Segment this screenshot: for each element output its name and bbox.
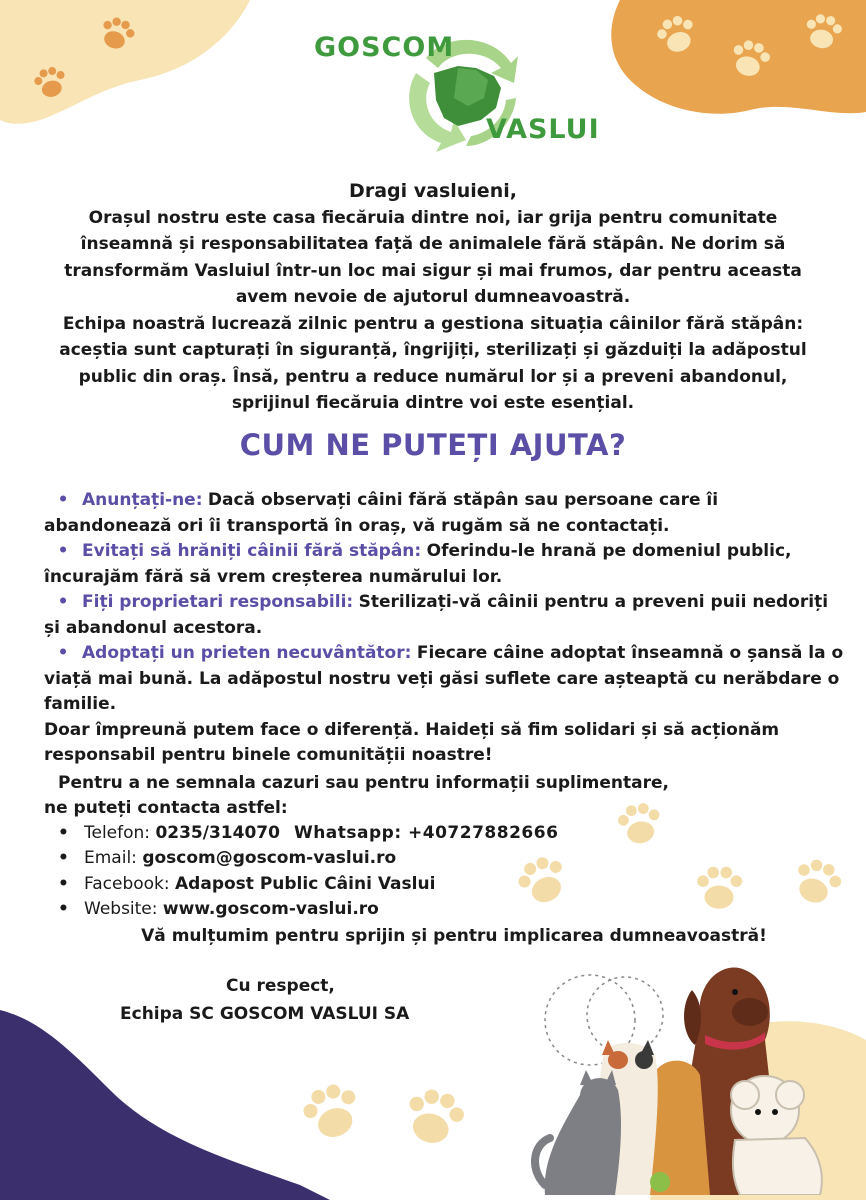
- phone-label: Telefon:: [84, 822, 151, 843]
- help-item: [44, 539, 844, 590]
- help-item-title: Adoptați un prieten necuvântător:: [82, 643, 412, 663]
- bullet-icon: •: [57, 541, 69, 561]
- contact-website: [44, 897, 844, 923]
- bullet-icon: •: [57, 490, 69, 510]
- pets-illustration: [520, 960, 860, 1195]
- contact-intro-line-1: Pentru a ne semnala cazuri sau pentru informații suplimentare,: [58, 772, 669, 793]
- intro-paragraph-1: Orașul nostru este casa fiecăruia dintre noi, iar grija pentru comunitate înseamnă și responsabilitatea față de animalele fără stăpân. Ne dorim să transformăm Vasluiul într-un loc mai sigur și mai frumos, dar pentru aceasta avem nevoie de ajutorul dumneavoastră.: [64, 207, 802, 307]
- contact-list: [44, 821, 844, 923]
- help-item: [44, 488, 844, 539]
- contact-intro: [44, 771, 844, 821]
- contact-phone: [44, 821, 844, 847]
- website-value[interactable]: www.goscom-vaslui.ro: [162, 899, 379, 919]
- help-item-text: Oferindu-le hrană pe domeniul public, încurajăm fără să vrem creșterea numărului lor.: [44, 541, 792, 587]
- facebook-label: Facebook:: [84, 873, 170, 894]
- help-section: [44, 488, 844, 949]
- paw-print-icon: [796, 4, 849, 57]
- help-item: [44, 590, 844, 641]
- intro-section: [40, 178, 826, 417]
- intro-paragraph-2: Echipa noastră lucrează zilnic pentru a gestiona situația câinilor fără stăpân: aceștia sunt capturați în siguranță, îngrijiți, sterilizați și găzduiți la adăpostul public din oraș. Însă, pentru a reduce numărul lor și a preveni abandonul, sprijinul fiecăruia dintre voi este esențial.: [59, 313, 807, 413]
- whatsapp-value[interactable]: Whatsapp: +40727882666: [293, 822, 559, 843]
- logo-text-top: GOSCOM: [314, 32, 455, 63]
- help-item-text: Fiecare câine adoptat înseamnă o șansă la o viață mai bună. La adăpostul nostru veți găsi suflete care așteaptă cu nerăbdare o familie.: [44, 643, 844, 714]
- contact-intro-line-2: ne puteți contacta astfel:: [44, 797, 288, 818]
- signoff-greeting: Cu respect,: [226, 976, 335, 996]
- help-item-title: Anunțați-ne:: [82, 490, 203, 510]
- thanks-line: Vă mulțumim pentru sprijin și pentru implicarea dumneavoastră!: [141, 925, 767, 946]
- help-item-text: Sterilizați-vă câinii pentru a preveni puii nedoriți și abandonul acestora.: [44, 592, 829, 638]
- bullet-icon: •: [57, 592, 69, 612]
- phone-value[interactable]: 0235/314070: [155, 822, 280, 843]
- facebook-value[interactable]: Adapost Public Câini Vaslui: [175, 873, 436, 894]
- greeting: Dragi vasluieni,: [349, 180, 517, 202]
- section-heading: CUM NE PUTEȚI AJUTA?: [239, 428, 627, 462]
- help-item-title: Fiți proprietari responsabili:: [82, 592, 354, 612]
- paw-print-icon: [390, 1072, 478, 1160]
- website-label: Website:: [84, 899, 158, 919]
- signoff-team: Echipa SC GOSCOM VASLUI SA: [120, 1004, 410, 1024]
- bullet-icon: •: [57, 643, 69, 663]
- logo-text-bottom: VASLUI: [486, 114, 600, 145]
- help-item: [44, 641, 844, 718]
- help-item-title: Evitați să hrăniți câinii fără stăpân:: [82, 541, 422, 561]
- help-item-text: Dacă observați câini fără stăpân sau persoane care îi abandonează ori îi transportă în oraș, vă rugăm să ne contactați.: [44, 490, 719, 536]
- contact-email: [44, 846, 844, 872]
- goscom-logo: [300, 18, 600, 158]
- bottom-left-blob: [0, 1010, 330, 1200]
- email-value[interactable]: goscom@goscom-vaslui.ro: [142, 848, 397, 868]
- signoff: [120, 972, 480, 1028]
- contact-facebook: [44, 872, 844, 898]
- closing-paragraph: Doar împreună putem face o diferență. Haideți să fim solidari și să acționăm responsabil pentru binele comunității noastre!: [44, 719, 780, 765]
- email-label: Email:: [84, 848, 137, 868]
